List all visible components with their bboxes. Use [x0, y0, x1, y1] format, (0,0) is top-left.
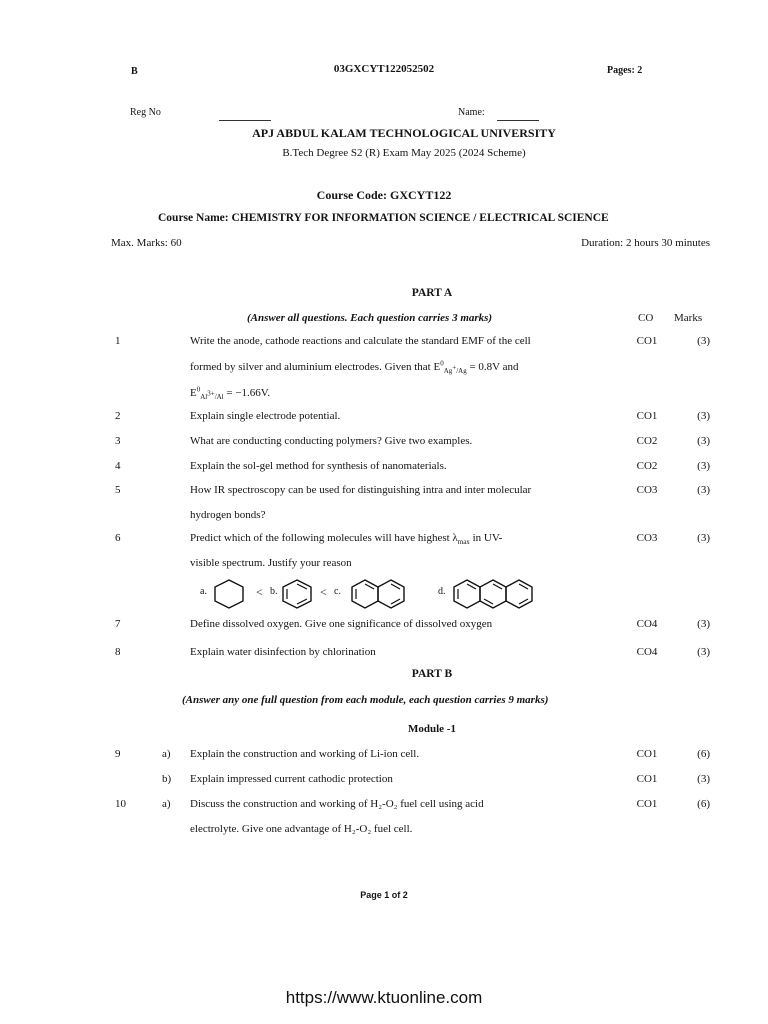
part-b-instruction: (Answer any one full question from each module, each question carries 9 marks): [182, 694, 549, 706]
question-text: Explain impressed current cathodic protection: [190, 773, 393, 785]
reg-no-label: Reg No: [130, 107, 161, 118]
question-text: Define dissolved oxygen. Give one significance of dissolved oxygen: [190, 618, 493, 630]
marks-column-header: Marks: [674, 312, 703, 324]
marks: (6): [697, 798, 710, 810]
marks: (3): [697, 646, 710, 658]
duration: Duration: 2 hours 30 minutes: [581, 237, 710, 249]
question-2: [0, 403, 768, 429]
question-number: 10: [115, 798, 126, 810]
question-1: [0, 328, 768, 408]
course-outcome: CO3: [636, 484, 658, 496]
course-outcome: CO2: [636, 460, 658, 472]
name-blank[interactable]: [497, 111, 539, 121]
question-8: [0, 639, 768, 665]
course-outcome: CO3: [636, 532, 658, 544]
marks: (3): [697, 335, 710, 347]
course-outcome: CO4: [636, 618, 658, 630]
university-name: APJ ABDUL KALAM TECHNOLOGICAL UNIVERSITY: [252, 126, 556, 140]
less-than-sign: <: [256, 585, 263, 599]
option-label: c.: [334, 586, 341, 597]
name-label: Name:: [458, 107, 485, 118]
question-number: 4: [115, 460, 121, 472]
question-number: 8: [115, 646, 121, 658]
question-text: What are conducting conducting polymers? Give two examples.: [190, 435, 473, 447]
marks: (3): [697, 773, 710, 785]
course-outcome: CO1: [636, 335, 658, 347]
question-number: 1: [115, 335, 121, 347]
page-number: Page 1 of 2: [360, 890, 408, 900]
marks: (3): [697, 484, 710, 496]
cyclohexane-structure: [212, 578, 246, 610]
marks: (3): [697, 532, 710, 544]
question-text-line: visible spectrum. Justify your reason: [190, 557, 352, 569]
course-outcome: CO2: [636, 435, 658, 447]
question-text-line: electrolyte. Give one advantage of H₂-O₂ fuel cell.: [190, 823, 413, 835]
page-count: Pages: 2: [607, 65, 643, 76]
option-label: b.: [270, 586, 278, 597]
co-column-header: CO: [638, 312, 654, 324]
option-label: d.: [438, 586, 446, 597]
sub-question-label: a): [162, 748, 171, 760]
question-number: 7: [115, 618, 121, 630]
naphthalene-structure: [350, 578, 410, 610]
question-text: Explain water disinfection by chlorination: [190, 646, 376, 658]
less-than-sign: <: [320, 585, 327, 599]
marks: (6): [697, 748, 710, 760]
question-9b: [0, 766, 768, 792]
question-4: [0, 453, 768, 479]
paper-code: 03GXCYT122052502: [333, 63, 435, 75]
sub-question-label: a): [162, 798, 171, 810]
series-code: B: [131, 66, 138, 77]
course-outcome: CO1: [636, 773, 658, 785]
course-outcome: CO4: [636, 646, 658, 658]
question-7: [0, 611, 768, 637]
question-text: Explain the sol-gel method for synthesis of nanomaterials.: [190, 460, 447, 472]
course-code: Course Code: GXCYT122: [316, 188, 452, 202]
anthracene-structure: [452, 578, 538, 610]
course-outcome: CO1: [636, 798, 658, 810]
question-text-line: How IR spectroscopy can be used for distinguishing intra and inter molecular: [190, 484, 532, 496]
course-name: Course Name: CHEMISTRY FOR INFORMATION SCIENCE / ELECTRICAL SCIENCE: [158, 212, 609, 224]
marks: (3): [697, 435, 710, 447]
question-text-line: $E^0_{Al^{3+}/Al} = -1.66V$.: [190, 385, 271, 402]
question-text-line: formed by silver and aluminium electrodes. Given that $E^0_{Ag^+/Ag} = 0.8V$ and: [190, 359, 519, 376]
molecule-options: [200, 578, 540, 610]
question-5: [0, 477, 768, 529]
question-text: Explain single electrode potential.: [190, 410, 341, 422]
question-9a: [0, 741, 768, 767]
course-outcome: CO1: [636, 748, 658, 760]
question-number: 6: [115, 532, 121, 544]
question-10a: [0, 791, 768, 843]
option-label: a.: [200, 586, 207, 597]
course-outcome: CO1: [636, 410, 658, 422]
marks: (3): [697, 618, 710, 630]
reg-no-blank[interactable]: [219, 111, 271, 121]
part-a-title: PART A: [411, 287, 453, 299]
question-text-line: hydrogen bonds?: [190, 509, 266, 521]
question-text-line: Discuss the construction and working of H₂-O₂ fuel cell using acid: [190, 798, 484, 810]
question-text: Explain the construction and working of Li-ion cell.: [190, 748, 420, 760]
sub-question-label: b): [162, 773, 172, 785]
question-3: [0, 428, 768, 454]
marks: (3): [697, 460, 710, 472]
module-title: Module -1: [408, 723, 456, 735]
marks: (3): [697, 410, 710, 422]
question-text-line: Write the anode, cathode reactions and calculate the standard EMF of the cell: [190, 335, 531, 347]
footer-url-link[interactable]: https://www.ktuonline.com: [285, 988, 483, 1007]
max-marks: Max. Marks: 60: [111, 237, 182, 249]
question-number: 9: [115, 748, 121, 760]
exam-title: B.Tech Degree S2 (R) Exam May 2025 (2024 Scheme): [282, 147, 526, 159]
part-b-title: PART B: [411, 668, 453, 680]
benzene-structure: [280, 578, 314, 610]
question-number: 2: [115, 410, 121, 422]
part-a-instruction: (Answer all questions. Each question carries 3 marks): [247, 312, 493, 324]
question-text-line: Predict which of the following molecules will have highest $\lambda_{max}$ in UV-: [190, 532, 503, 547]
question-number: 3: [115, 435, 121, 447]
question-number: 5: [115, 484, 121, 496]
